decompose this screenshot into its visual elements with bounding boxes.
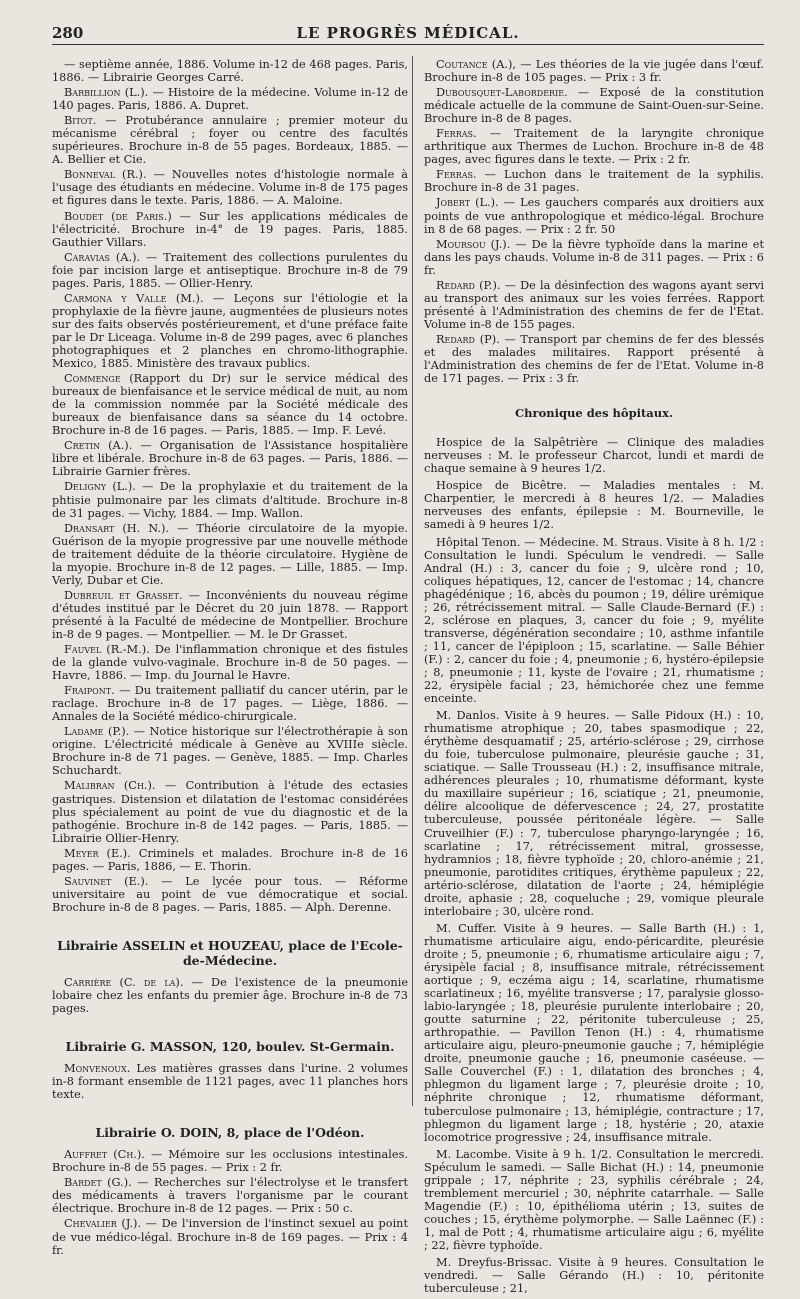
hospital-paragraph: Hospice de Bicêtre. — Maladies mentales : M. Charpentier, le mercredi à 8 heures 1/2. — Maladies nerveuses des enfants, épilepsie : M. Bourneville, le samedi à 9 heures 1/2. bbox=[424, 479, 764, 532]
left-column bbox=[52, 58, 408, 1259]
doin-list bbox=[52, 1148, 408, 1256]
bibliography-entry bbox=[52, 1217, 408, 1256]
page-header bbox=[52, 22, 764, 45]
publisher-heading-asselin: Librairie ASSELIN et HOUZEAU, place de l'Ecole-de-Médecine. bbox=[57, 937, 403, 968]
entry-text: — De la désinfection des wagons ayant servi au transport des animaux sur les voies ferrées. Rapport présenté à l'Administration des chemins de fer de l'Etat. Volume in-8 de 155 pages. bbox=[424, 278, 764, 331]
entry-author: Bitot. bbox=[64, 114, 97, 128]
entry-author: Cretin (A.). bbox=[64, 439, 133, 453]
right-column bbox=[424, 58, 764, 1299]
bibliography-entry bbox=[52, 58, 408, 84]
bibliography-list-continued bbox=[424, 58, 764, 385]
bibliography-entry bbox=[424, 196, 764, 235]
entry-author: Bardet (G.). bbox=[64, 1176, 132, 1190]
entry-text: — Les théories de la vie jugée dans l'œuf. Brochure in-8 de 105 pages. — Prix : 3 fr. bbox=[424, 58, 764, 85]
entry-author: Ferras. bbox=[436, 127, 477, 141]
hospital-chronicle bbox=[424, 436, 764, 1295]
entry-author: Carmona y Valle (M.). bbox=[64, 291, 204, 305]
entry-author: Jobert (L.). bbox=[436, 196, 499, 210]
bibliography-entry bbox=[52, 210, 408, 249]
publisher-heading-doin: Librairie O. DOIN, 8, place de l'Odéon. bbox=[95, 1125, 365, 1141]
entry-text: — Sur les applications médicales de l'électricité. Brochure in-4° de 19 pages. Paris, 1885. Gauthier Villars. bbox=[52, 209, 409, 249]
column-divider bbox=[412, 56, 413, 1106]
entry-text: — Contribution à l'étude des ectasies gastriques. Distension et dilatation de l'estomac considérées plus spécialement au point de vue du diagnostic et de la pathogénie. Brochure in-8 de 142 pages. — Paris, 1885. — Librairie Ollier-Henry. bbox=[52, 779, 408, 845]
entry-text: — De la fièvre typhoïde dans la marine et dans les pays chauds. Volume in-8 de 311 pages. — Prix : 6 fr. bbox=[424, 237, 764, 277]
entry-text: De l'inflammation chronique et des fistules de la glande vulvo-vaginale. Brochure in-8 de 50 pages. — Havre, 1886. — Imp. du Journal le Havre. bbox=[52, 643, 409, 683]
bibliography-entry bbox=[52, 725, 408, 777]
hospital-paragraph: M. Danlos. Visite à 9 heures. — Salle Pidoux (H.) : 10, rhumatisme atrophique ; 20, tabes spasmodique ; 22, érythème desquamatif ; 25, artério-sclérose ; 29, cirrhose du foie, tuberculose pulmonaire, pleurésie gauche ; 31, sciatique. — Salle Trousseau (H.) : 2, insuffisance mitrale, adhérences pleurales ; 10, rhumatisme déformant, kyste du maxillaire supérieur ; 16, sciatique ; 21, pneumonie, délire alcoolique de défervescence ; 24, 27, prostatite tuberculeuse, poussée péritonéale légère. — Salle Cruveilhier (F.) : 7, tuberculose pharyngo-laryngée ; 16, scarlatine ; 17, rétrécissement mitral, grossesse, hydramnios ; 18, fièvre typhoïde ; 20, chloro-anémie ; 21, pneumonie, parotidites critiques, érythème papuleux ; 22, artério-sclérose, dilatation de l'aorte ; 24, hémiplégie droite, aphasie ; 28, coqueluche ; 29, vomique pleurale interlobaire ; 30, ulcère rond. bbox=[424, 709, 764, 918]
entry-text: — De la prophylaxie et du traitement de la phtisie pulmonaire par les climats d'altitude. Brochure in-8 de 31 pages. — Vichy, 1884. — Imp. Wallon. bbox=[52, 480, 408, 520]
bibliography-entry bbox=[52, 480, 408, 519]
entry-text: — Traitement des collections purulentes du foie par incision large et antiseptique. Brochure in-8 de 79 pages. Paris, 1885. — Ollier-Henry. bbox=[52, 250, 409, 290]
entry-text: — Théorie circulatoire de la myopie. Guérison de la myopie progressive par une nouvelle méthode de traitement déduite de la théorie circulatoire. Hygiène de la myopie. Brochure in-8 de 12 pages. — Lille, 1885. — Imp. Verly, Dubar et Cie. bbox=[52, 521, 409, 587]
bibliography-entry bbox=[52, 292, 408, 370]
bibliography-entry bbox=[52, 779, 408, 844]
entry-text: — Luchon dans le traitement de la syphilis. Brochure in-8 de 31 pages. bbox=[424, 168, 765, 195]
bibliography-entry bbox=[52, 372, 408, 437]
entry-text: — septième année, 1886. Volume in-12 de 468 pages. Paris, 1886. — Librairie Georges Carré. bbox=[52, 58, 408, 85]
entry-text: — Les gauchers comparés aux droitiers aux points de vue anthropologique et médico-légal. Brochure in 8 de 68 pages. — Prix : 2 fr. 50 bbox=[424, 196, 764, 236]
journal-title: LE PROGRÈS MÉDICAL. bbox=[296, 24, 520, 42]
publisher-heading-masson: Librairie G. MASSON, 120, boulev. St-Germain. bbox=[65, 1039, 395, 1055]
hospital-paragraph: M. Dreyfus-Brissac. Visite à 9 heures. Consultation le vendredi. — Salle Gérando (H.) : 10, péritonite tuberculeuse ; 21, bbox=[424, 1256, 764, 1296]
entry-text: — Le lycée pour tous. — Réforme universitaire au point de vue démocratique et social. Brochure in-8 de 8 pages. — Paris, 1885. — Alph. Derenne. bbox=[52, 874, 408, 914]
asselin-list bbox=[52, 976, 408, 1015]
bibliography-entry bbox=[52, 847, 408, 873]
bibliography-entry bbox=[52, 168, 408, 207]
bibliography-entry bbox=[424, 58, 764, 84]
entry-text: (Rapport du Dr) sur le service médical des bureaux de bienfaisance et le service médical de nuit, au nom de la commission nommée par la Société médicale des bureaux de bienfaisance dans sa séance du 14 octobre. Brochure in-8 de 16 pages. — Paris, 1885. — Imp. F. Levé. bbox=[52, 372, 408, 438]
entry-text: — Du traitement palliatif du cancer utérin, par le raclage. Brochure in-8 de 17 pages. — Liège, 1886. — Annales de la Société médico-chirurgicale. bbox=[52, 684, 408, 724]
masson-list bbox=[52, 1062, 408, 1101]
bibliography-entry bbox=[52, 976, 408, 1015]
entry-text: — Recherches sur l'électrolyse et le transfert des médicaments à travers l'organisme par le courant électrique. Brochure in-8 de 12 pages. — Prix : 50 c. bbox=[52, 1176, 408, 1216]
entry-author: Caravias (A.). bbox=[64, 250, 141, 264]
entry-author: Meyer (E.). bbox=[64, 846, 131, 860]
entry-author: Deligny (L.). bbox=[64, 480, 136, 494]
entry-author: Commenge bbox=[64, 372, 121, 386]
bibliography-entry bbox=[52, 1062, 408, 1101]
hospital-paragraph: M. Cuffer. Visite à 9 heures. — Salle Barth (H.) : 1, rhumatisme articulaire aigu, endo-péricardite, pleurésie droite ; 5, pneumonie ; 6, rhumatisme articulaire aigu ; 7, érysipèle facial ; 8, insuffisance mitrale, rétrécissement aortique ; 9, eczéma aigu ; 14, scarlatine, rhumatisme scarlatineux ; 16, myélite transverse ; 17, paralysie glosso-labio-laryngée ; 18, pleurésie purulente interlobaire ; 20, goutte saturnine ; 22, péritonite tuberculeuse ; 25, arthropathie. — Pavillon Tenon (H.) : 4, rhumatisme articulaire aigu, pleuro-pneumonie gauche ; 7, hémiplégie droite, pneumonie gauche ; 16, pneumonie caséeuse. — Salle Couverchel (F.) : 1, dilatation des bronches ; 4, phlegmon du ligament large ; 7, pleurésie droite ; 10, néphrite chronique ; 12, rhumatisme déformant, tuberculose pulmonaire ; 13, hémiplégie, contracture ; 17, phlegmon du ligament large ; 18, hystérie ; 20, ataxie locomotrice progressive ; 24, insuffisance mitrale. bbox=[424, 921, 764, 1144]
entry-author: Moursou (J.). bbox=[436, 237, 511, 251]
entry-author: Dransart (H. N.). bbox=[64, 521, 169, 535]
bibliography-entry bbox=[424, 279, 764, 331]
entry-author: Monvenoux. bbox=[64, 1062, 131, 1076]
entry-author: Redard (P.). bbox=[436, 278, 501, 292]
entry-text: — Transport par chemins de fer des blessés et des malades militaires. Rapport présenté à l'Administration des chemins de fer de l'Etat. Volume in-8 de 171 pages. — Prix : 3 fr. bbox=[424, 332, 764, 386]
entry-author: Dubreuil et Grasset. bbox=[64, 588, 183, 602]
entry-author: Coutance (A.), bbox=[436, 58, 516, 71]
entry-author: Ladame (P.). bbox=[64, 725, 130, 739]
bibliography-entry bbox=[424, 168, 764, 194]
entry-text: — Protubérance annulaire ; premier moteur du mécanisme cérébral ; foyer ou centre des facultés supérieures. Brochure in-8 de 55 pages. Bordeaux, 1885. — A. Bellier et Cie. bbox=[52, 114, 408, 167]
bibliography-entry bbox=[424, 127, 764, 166]
entry-author: Malibran (Ch.). bbox=[64, 779, 156, 793]
entry-author: Ferras. bbox=[436, 168, 477, 182]
entry-text: — Inconvénients du nouveau régime d'études institué par le Décret du 20 juin 1878. — Rapport présenté à la Faculté de médecine de Montpellier. Brochure in-8 de 9 pages. — Montpellier. — M. le Dr Grasset. bbox=[52, 588, 409, 641]
entry-text: — Histoire de la médecine. Volume in-12 de 140 pages. Paris, 1886. A. Dupret. bbox=[52, 86, 409, 113]
bibliography-entry bbox=[52, 643, 408, 682]
bibliography-entry bbox=[424, 86, 764, 125]
entry-text: Criminels et malades. Brochure in-8 de 16 pages. — Paris, 1886, — E. Thorin. bbox=[52, 846, 408, 873]
entry-author: Boudet (de Paris.) bbox=[64, 209, 172, 223]
bibliography-entry bbox=[52, 875, 408, 914]
page-number: 280 bbox=[52, 24, 84, 42]
entry-text: — Organisation de l'Assistance hospitalière libre et libérale. Brochure in-8 de 63 pages. — Paris, 1886. — Librairie Garnier frères. bbox=[52, 439, 409, 479]
hospital-paragraph: Hôpital Tenon. — Médecine. M. Straus. Visite à 8 h. 1/2 : Consultation le lundi. Spéculum le vendredi. — Salle Andral (H.) : 3, cancer du foie ; 9, ulcère rond ; 10, coliques hépatiques, 12, cancer de l'estomac ; 14, chancre phagédénique ; 16, abcès du poumon ; 19, délire urémique ; 26, rétrécissement mitral. — Salle Claude-Bernard (F.) : 2, sclérose en plaques, 3, cancer du foie ; 9, myélite transverse, dégénération secondaire ; 10, asthme infantile ; 11, cancer de l'épiploon ; 15, scarlatine. — Salle Béhier (F.) : 2, cancer du foie ; 4, pneumonie ; 6, hystéro-épilepsie ; 8, pneumonie ; 11, kyste de l'ovaire ; 21, rhumatisme ; 22, érysipèle facial ; 23, hémichorée chez une femme enceinte. bbox=[424, 535, 764, 706]
entry-author: Dubousquet-Laborderie. bbox=[436, 86, 568, 100]
entry-text: — Exposé de la constitution médicale actuelle de la commune de Saint-Ouen-sur-Seine. Brochure in-8 de 8 pages. bbox=[424, 86, 764, 126]
bibliography-entry bbox=[424, 333, 764, 385]
entry-author: Bonneval (R.). bbox=[64, 168, 147, 182]
entry-text: — De l'inversion de l'instinct sexuel au point de vue médico-légal. Brochure in-8 de 169 pages. — Prix : 4 fr. bbox=[52, 1217, 409, 1257]
entry-text: — De l'existence de la pneumonie lobaire chez les enfants du premier âge. Brochure in-8 de 73 pages. bbox=[52, 975, 408, 1016]
entry-text: — Leçons sur l'étiologie et la prophylaxie de la fièvre jaune, augmentées de plusieurs notes sur des faits observés postérieurement, et d'une préface faite par le Dr Liceaga. Volume in-8 de 299 pages, avec 6 planches photographiques et 2 planches en chromo-lithographie. Mexico, 1885. Ministère des travaux publics. bbox=[52, 291, 408, 371]
bibliography-entry bbox=[52, 1176, 408, 1215]
hospital-paragraph: Hospice de la Salpêtrière — Clinique des maladies nerveuses : M. le professeur Charcot, lundi et mardi de chaque semaine à 9 heures 1/2. bbox=[424, 436, 764, 476]
entry-text: — Nouvelles notes d'histologie normale à l'usage des étudiants en médecine. Volume in-8 de 175 pages et figures dans le texte. Paris, 1886. — A. Maloine. bbox=[52, 168, 409, 208]
bibliography-entry bbox=[424, 238, 764, 277]
entry-text: — Traitement de la laryngite chronique arthritique aux Thermes de Luchon. Brochure in-8 de 48 pages, avec figures dans le texte. — Prix : 2 fr. bbox=[424, 127, 765, 167]
bibliography-entry bbox=[52, 589, 408, 641]
entry-author: Fauvel (R.-M.). bbox=[64, 643, 150, 657]
bibliography-entry bbox=[52, 251, 408, 290]
entry-author: Barbillion (L.). bbox=[64, 86, 149, 100]
entry-author: Carrière (C. de la). bbox=[64, 975, 184, 989]
entry-text: — Notice historique sur l'électrothérapie à son origine. L'électricité médicale à Genève au XVIIIe siècle. Brochure in-8 de 71 pages. — Genève, 1885. — Imp. Charles Schuchardt. bbox=[52, 725, 409, 778]
bibliography-entry bbox=[52, 522, 408, 587]
entry-author: Fraipont. bbox=[64, 684, 115, 698]
section-heading-hospitals: Chronique des hôpitaux. bbox=[515, 406, 673, 421]
bibliography-entry bbox=[52, 86, 408, 112]
entry-author: Chevalier (J.). bbox=[64, 1217, 142, 1231]
bibliography-entry bbox=[52, 439, 408, 478]
hospital-paragraph: M. Lacombe. Visite à 9 h. 1/2. Consultation le mercredi. Spéculum le samedi. — Salle Bichat (H.) : 14, pneumonie grippale ; 17, néphrite ; 23, syphilis cérébrale ; 24, tremblement mercuriel ; 30, néphrite catarrhale. — Salle Magendie (F.) : 10, épithélioma utérin ; 13, suites de couches ; 15, érythème polymorphe. — Salle Laënnec (F.) : 1, mal de Pott ; 4, rhumatisme articulaire aigu ; 6, myélite ; 22, fièvre typhoïde. bbox=[424, 1147, 764, 1252]
entry-author: Redard (P). bbox=[436, 332, 500, 346]
entry-text: — Mémoire sur les occlusions intestinales. Brochure in-8 de 55 pages. — Prix : 2 fr. bbox=[52, 1148, 408, 1175]
bibliography-list bbox=[52, 58, 408, 914]
bibliography-entry bbox=[52, 684, 408, 723]
bibliography-entry bbox=[52, 1148, 408, 1174]
entry-author: Sauvinet (E.). bbox=[64, 874, 149, 888]
entry-author: Auffret (Ch.). bbox=[64, 1148, 145, 1162]
bibliography-entry bbox=[52, 114, 408, 166]
entry-text: Les matières grasses dans l'urine. 2 volumes in-8 formant ensemble de 1121 pages, avec 11 planches hors texte. bbox=[52, 1062, 408, 1102]
